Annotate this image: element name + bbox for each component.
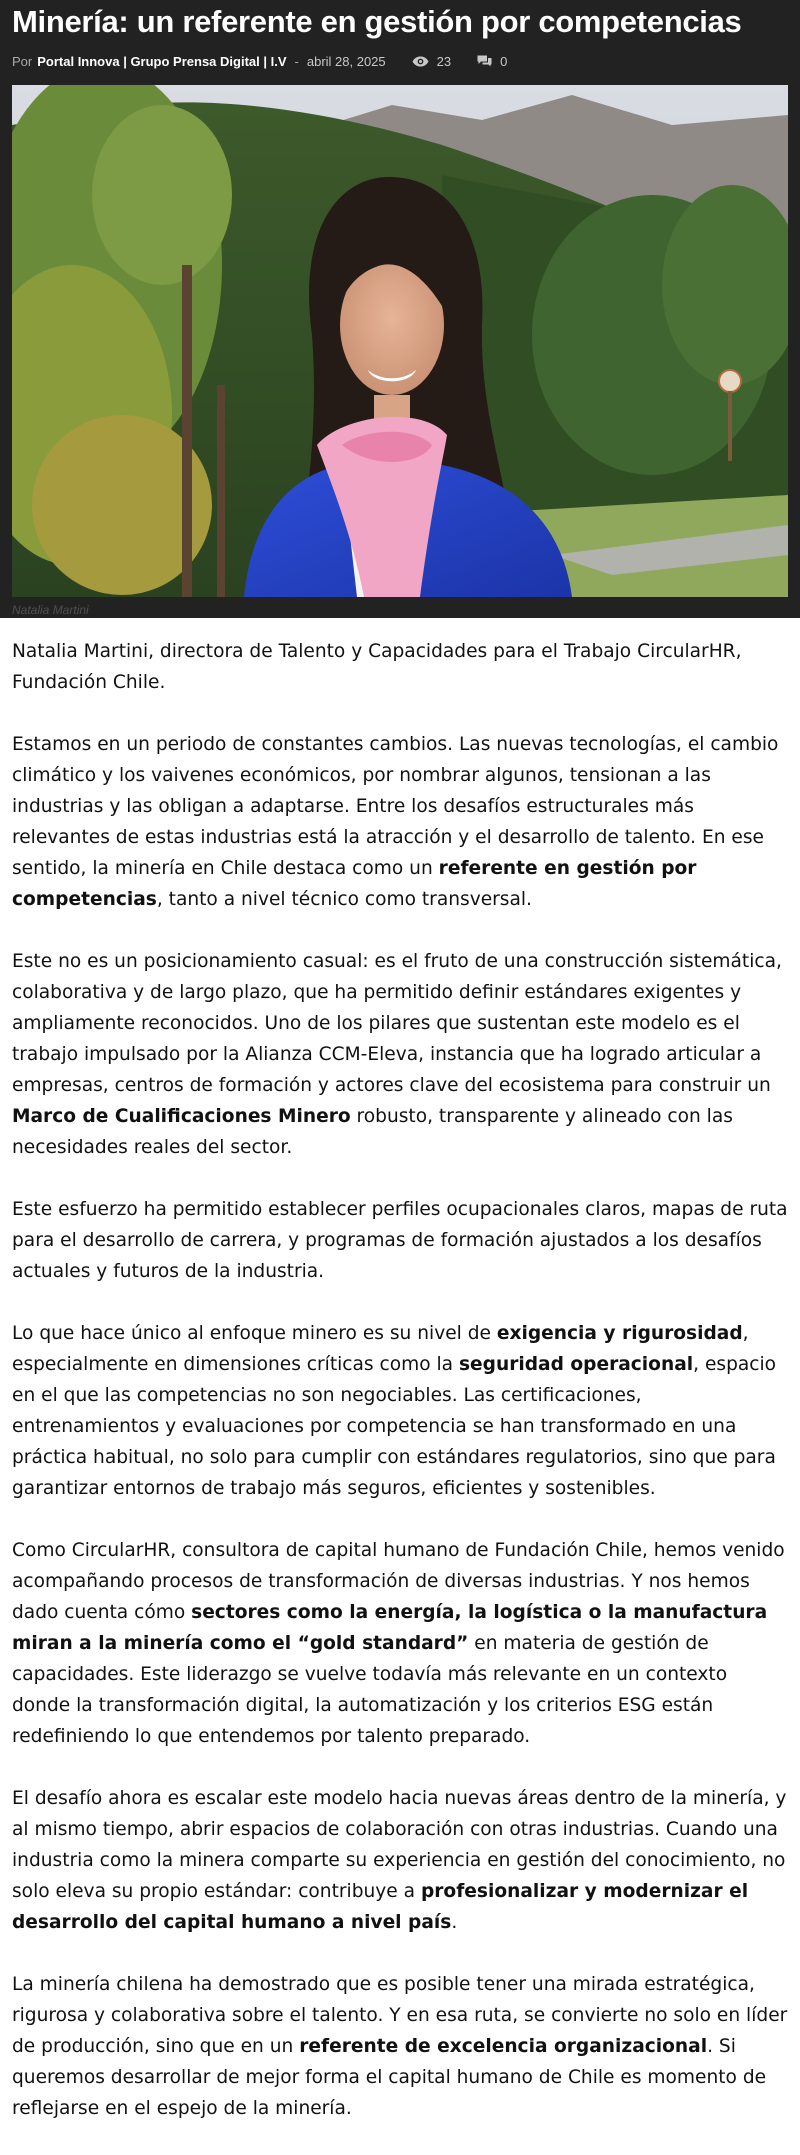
bold-text-run: referente en gestión por competencias	[12, 858, 697, 910]
publish-date: abril 28, 2025	[306, 53, 386, 69]
text-run: robusto, transparente y alineado con las necesidades reales del sector.	[12, 1106, 733, 1158]
article-header	[0, 0, 800, 618]
bold-text-run: seguridad operacional	[458, 1354, 694, 1375]
featured-image	[12, 85, 788, 597]
eye-icon	[412, 56, 429, 67]
bold-text-run: Marco de Cualificaciones Minero	[12, 1106, 351, 1127]
text-run: .	[451, 1912, 458, 1933]
text-run: Lo que hace único al enfoque minero es su nivel de	[12, 1323, 497, 1344]
paragraph	[12, 1318, 788, 1504]
bold-text-run: profesionalizar y modernizar el desarrollo del capital humano a nivel país	[12, 1881, 749, 1933]
text-run: Natalia Martini, directora de Talento y Capacidades para el Trabajo CircularHR, Fundación Chile.	[12, 641, 742, 693]
meta-separator: -	[294, 53, 299, 69]
bold-text-run: referente de excelencia organizacional	[299, 2036, 708, 2057]
paragraph	[12, 946, 788, 1163]
text-run: , tanto a nivel técnico como transversal.	[156, 889, 532, 910]
author-link[interactable]: Portal Innova | Grupo Prensa Digital | I.V	[37, 53, 287, 69]
article-body	[12, 636, 788, 2155]
by-label: Por	[12, 53, 33, 69]
paragraph	[12, 1535, 788, 1752]
bold-text-run: sectores como la energía, la logística o la manufactura miran a la minería como el “gold standard”	[12, 1602, 768, 1654]
text-run: . Si queremos desarrollar de mejor forma el capital humano de Chile es momento de reflejarse en el espejo de la minería.	[12, 2036, 767, 2119]
text-run: Este no es un posicionamiento casual: es el fruto de una construcción sistemática, colaborativa y de largo plazo, que ha permitido definir estándares exigentes y ampliamente reconocidos. Uno de los pilares que sustentan este modelo es el trabajo impulsado por la Alianza CCM-Eleva, instancia que ha logrado articular a empresas, centros de formación y actores clave del ecosistema para construir un	[12, 951, 782, 1096]
views-stat	[412, 54, 451, 69]
text-run: Este esfuerzo ha permitido establecer perfiles ocupacionales claros, mapas de ruta para el desarrollo de carrera, y programas de formación ajustados a los desafíos actuales y futuros de la industria.	[12, 1199, 788, 1282]
paragraph	[12, 1194, 788, 1287]
comments-link[interactable]	[477, 54, 507, 69]
views-count: 23	[436, 53, 452, 69]
paragraph	[12, 729, 788, 915]
text-run: , especialmente en dimensiones críticas como la	[12, 1323, 749, 1375]
article-meta	[12, 52, 507, 70]
comments-icon	[477, 55, 492, 67]
text-run: en materia de gestión de capacidades. Este liderazgo se vuelve todavía más relevante en un contexto donde la transformación digital, la automatización y los criterios ESG están redefiniendo lo que entendemos por talento preparado.	[12, 1633, 728, 1747]
text-run: Como CircularHR, consultora de capital humano de Fundación Chile, hemos venido acompañando procesos de transformación de diversas industrias. Y nos hemos dado cuenta cómo	[12, 1540, 785, 1623]
image-caption: Natalia Martini	[12, 603, 89, 617]
text-run: Estamos en un periodo de constantes cambios. Las nuevas tecnologías, el cambio climático y los vaivenes económicos, por nombrar algunos, tensionan a las industrias y las obligan a adaptarse. Entre los desafíos estructurales más relevantes de estas industrias está la atracción y el desarrollo de talento. En ese sentido, la minería en Chile destaca como un	[12, 734, 779, 879]
comments-count: 0	[500, 53, 508, 69]
text-run: El desafío ahora es escalar este modelo hacia nuevas áreas dentro de la minería, y al mismo tiempo, abrir espacios de colaboración con otras industrias. Cuando una industria como la minera comparte su experiencia en gestión del conocimiento, no solo eleva su propio estándar: contribuye a	[12, 1788, 787, 1902]
paragraph	[12, 1969, 788, 2124]
paragraph	[12, 1783, 788, 1938]
article-title: Minería: un referente en gestión por competencias	[12, 4, 742, 39]
paragraph	[12, 636, 788, 698]
text-run: La minería chilena ha demostrado que es posible tener una mirada estratégica, rigurosa y colaborativa sobre el talento. Y en esa ruta, se convierte no solo en líder de producción, sino que en un	[12, 1974, 788, 2057]
bold-text-run: exigencia y rigurosidad	[496, 1323, 743, 1344]
text-run: , espacio en el que las competencias no son negociables. Las certificaciones, entrenamientos y evaluaciones por competencia se han transformado en una práctica habitual, no solo para cumplir con estándares regulatorios, sino que para garantizar entornos de trabajo más seguros, eficientes y sostenibles.	[12, 1354, 777, 1499]
